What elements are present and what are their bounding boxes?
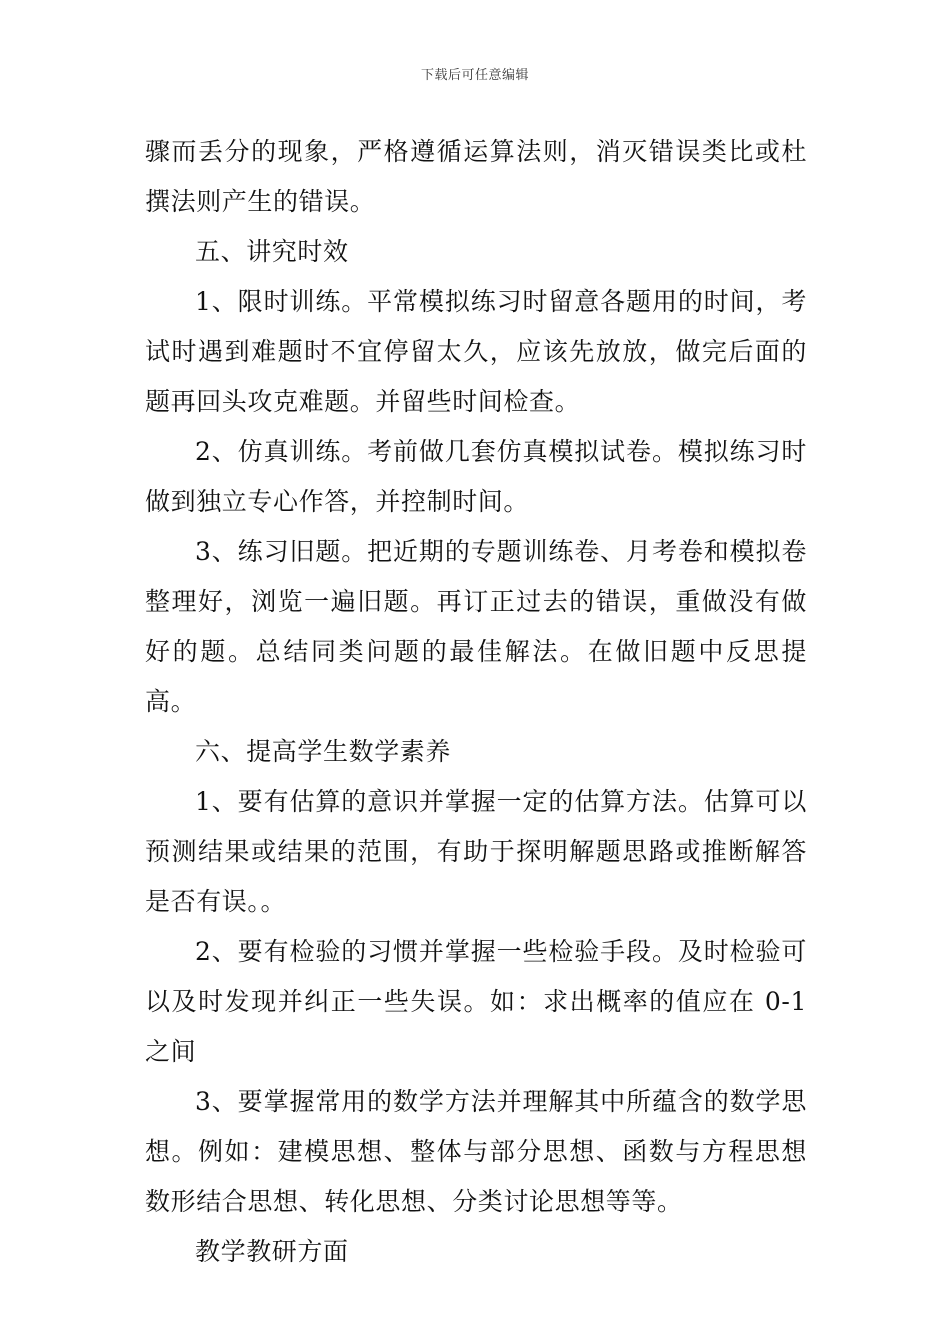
- section-heading-5: 五、讲究时效: [195, 237, 349, 266]
- paragraph-review-old-questions: 3、练习旧题。把近期的专题训练卷、月考卷和模拟卷整理好，浏览一遍旧题。再订正过去的错误，重做没有做好的题。总结同类问题的最佳解法。在做旧题中反思提高。: [145, 537, 807, 716]
- paragraph-verification: 2、要有检验的习惯并掌握一些检验手段。及时检验可以及时发现并纠正一些失误。如：求出概率的值应在 0-1 之间: [145, 937, 807, 1066]
- paragraph-math-methods: 3、要掌握常用的数学方法并理解其中所蕴含的数学思想。例如：建模思想、整体与部分思想、函数与方程思想数形结合思想、转化思想、分类讨论思想等等。: [145, 1087, 807, 1216]
- section-heading-6: 六、提高学生数学素养: [195, 737, 452, 766]
- document-body: [145, 127, 807, 1277]
- page-header: 下载后可任意编辑: [420, 68, 529, 83]
- paragraph-estimation: 1、要有估算的意识并掌握一定的估算方法。估算可以预测结果或结果的范围，有助于探明解题思路或推断解答是否有误。。: [145, 787, 807, 916]
- section-heading-teaching: 教学教研方面: [195, 1237, 349, 1266]
- paragraph-1: 骤而丢分的现象，严格遵循运算法则，消灭错误类比或杜撰法则产生的错误。: [145, 137, 807, 216]
- paragraph-timed-training: 1、限时训练。平常模拟练习时留意各题用的时间，考试时遇到难题时不宜停留太久，应该先放放，做完后面的题再回头攻克难题。并留些时间检查。: [145, 287, 807, 416]
- paragraph-simulation-training: 2、仿真训练。考前做几套仿真模拟试卷。模拟练习时做到独立专心作答，并控制时间。: [145, 437, 807, 516]
